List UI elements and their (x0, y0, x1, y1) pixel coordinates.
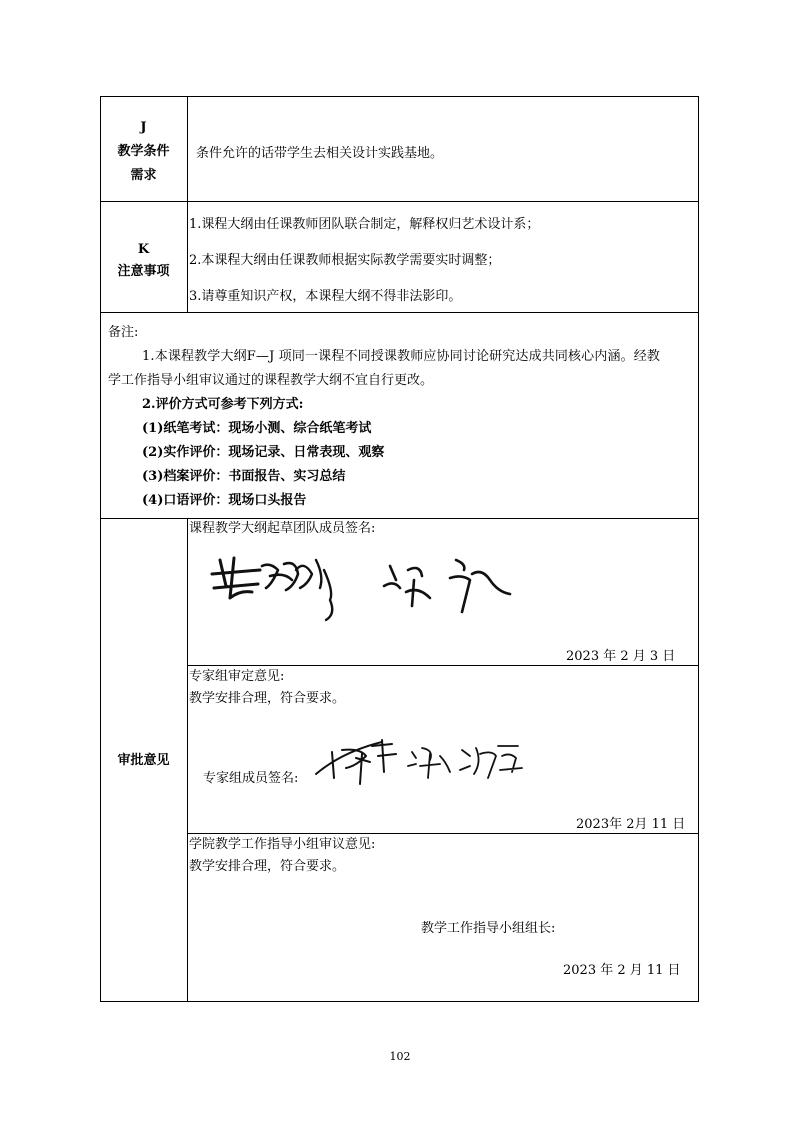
section-k-item: 1.课程大纲由任课教师团队联合制定，解释权归艺术设计系； (189, 217, 540, 232)
drafting-signature (200, 540, 530, 630)
notes-method: (1)纸笔考试：现场小测、综合纸笔考试 (142, 421, 372, 436)
approval-label: 审批意见 (117, 753, 170, 768)
expert-sign-label: 专家组成员签名: (203, 771, 299, 786)
college-opinion: 教学安排合理，符合要求。 (189, 859, 346, 874)
label-column-divider-bottom (187, 518, 188, 1002)
section-k-label: 注意事项 (117, 264, 170, 279)
drafting-date: 2023 年 2 月 3 日 (566, 649, 676, 664)
row-divider-drafting-expert (187, 665, 699, 666)
expert-heading: 专家组审定意见: (189, 669, 285, 684)
notes-line2: 2.评价方式可参考下列方式: (142, 397, 304, 412)
row-divider-k-notes (100, 312, 699, 313)
section-k-letter: K (137, 242, 150, 257)
page-number: 102 (389, 1050, 411, 1063)
college-heading: 学院教学工作指导小组审议意见: (189, 837, 376, 852)
notes-line1a: 1.本课程教学大纲F—J 项同一课程不同授课教师应协同讨论研究达成共同核心内涵。经教 (142, 349, 661, 364)
notes-method: (4)口语评价：现场口头报告 (142, 493, 307, 508)
notes-heading: 备注: (108, 325, 139, 340)
row-divider-j-k (100, 201, 699, 202)
section-j-content: 条件允许的话带学生去相关设计实践基地。 (196, 146, 444, 161)
notes-line1b: 学工作指导小组审议通过的课程教学大纲不宜自行更改。 (108, 373, 434, 388)
section-k-item: 2.本课程大纲由任课教师根据实际教学需要实时调整； (189, 253, 501, 268)
expert-signature (312, 722, 532, 792)
section-k-item: 3.请尊重知识产权，本课程大纲不得非法影印。 (189, 289, 462, 304)
expert-opinion: 教学安排合理，符合要求。 (189, 691, 346, 706)
notes-method: (2)实作评价：现场记录、日常表现、观察 (142, 445, 385, 460)
notes-method: (3)档案评价：书面报告、实习总结 (142, 469, 346, 484)
section-j-letter: J (140, 120, 147, 135)
college-leader-label: 教学工作指导小组组长: (421, 921, 556, 936)
row-divider-notes-approval (100, 518, 699, 519)
section-j-label-line1: 教学条件 (117, 144, 170, 159)
section-j-label-line2: 需求 (130, 168, 157, 183)
college-date: 2023 年 2 月 11 日 (563, 963, 681, 978)
label-column-divider-top (187, 96, 188, 312)
expert-date: 2023年 2月 11 日 (576, 817, 686, 832)
row-divider-expert-college (187, 833, 699, 834)
drafting-heading: 课程教学大纲起草团队成员签名: (189, 521, 376, 536)
